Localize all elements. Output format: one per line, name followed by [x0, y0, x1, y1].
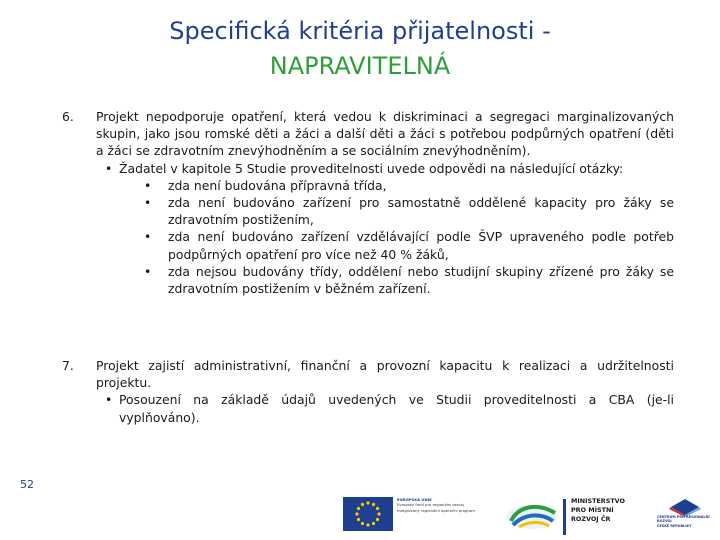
- bullet-dot: •: [144, 195, 152, 211]
- iop-swirl-logo-icon: [505, 499, 560, 533]
- eu-star-icon: [372, 522, 375, 525]
- bullet-text: Žadatel v kapitole 5 Studie proveditelnosti uvede odpovědi na následující otázky:: [119, 160, 624, 176]
- eu-star-icon: [361, 503, 364, 506]
- eu-star-icon: [377, 512, 380, 515]
- criterion-text: Projekt zajistí administrativní, finanční a provozní kapacitu k realizaci a udržitelnosti projektu.: [96, 358, 674, 391]
- mmr-logo-text: MINISTERSTVO PRO MÍSTNÍ ROZVOJ ČR: [571, 497, 625, 523]
- bullet-item: [96, 160, 674, 177]
- eu-star-icon: [361, 522, 364, 525]
- eu-star-icon: [372, 503, 375, 506]
- eu-logo-text: EVROPSKÁ UNIE Evropský fond pro regionální rozvoj Integrovaný regionální operační program: [397, 497, 475, 513]
- footer-logos: [335, 493, 720, 540]
- criterion-item-6: [62, 108, 674, 297]
- eu-star-icon: [357, 507, 360, 510]
- eu-star-icon: [355, 512, 358, 515]
- criterion-item-7: [62, 357, 674, 426]
- criterion-text: Projekt nepodporuje opatření, která vedou k diskriminaci a segregaci marginalizovaných skupin, jako jsou romské děti a žáci a další děti a žáci s potřebou podpůrných opatření (děti a žáci se zdravotním znevýhodněním a se sociálním znevýhodněním).: [96, 109, 674, 159]
- bullet-dot: •: [144, 263, 152, 279]
- bullet-text: Posouzení na základě údajů uvedených ve Studii proveditelnosti a CBA (je-li vyplňováno).: [119, 392, 674, 425]
- eu-flag-icon: [343, 497, 393, 531]
- criterion-number: 7.: [62, 358, 74, 373]
- subbullet-text: zda není budováno zařízení pro samostatně oddělené kapacity pro žáky se zdravotním postižením,: [168, 195, 674, 228]
- bullet-dot: •: [105, 160, 113, 176]
- eu-star-icon: [366, 501, 369, 504]
- subbullet-item: [96, 263, 674, 297]
- eu-star-icon: [366, 523, 369, 526]
- subbullet-item: [96, 228, 674, 262]
- subbullet-item: [96, 194, 674, 228]
- bullet-dot: •: [105, 392, 113, 408]
- eu-star-icon: [376, 507, 379, 510]
- eu-star-icon: [357, 518, 360, 521]
- subbullet-text: zda není budována přípravná třída,: [168, 177, 387, 193]
- bullet-item: [96, 391, 674, 425]
- bullet-dot: •: [144, 229, 152, 245]
- crr-logo-text: CENTRUM PRO REGIONÁLNÍ ROZVOJ ČESKÉ REPUBLIKY: [657, 515, 710, 528]
- subbullet-text: zda nejsou budovány třídy, oddělení nebo studijní skupiny zřízené pro žáky se zdravotním postižením v běžném zařízení.: [168, 263, 674, 297]
- slide-title: [0, 14, 720, 84]
- slide-title-line1: Specifická kritéria přijatelnosti -: [169, 17, 551, 45]
- criterion-number: 6.: [62, 109, 74, 124]
- subbullet-text: zda není budováno zařízení vzdělávající podle ŠVP upraveného podle potřeb podpůrných opatření pro více než 40 % žáků,: [168, 229, 674, 262]
- page-number: 52: [20, 478, 34, 491]
- subbullet-item: [96, 177, 674, 194]
- bullet-dot: •: [144, 177, 152, 193]
- eu-star-icon: [376, 518, 379, 521]
- mmr-divider-icon: [563, 499, 567, 535]
- slide-title-line2: NAPRAVITELNÁ: [269, 52, 451, 80]
